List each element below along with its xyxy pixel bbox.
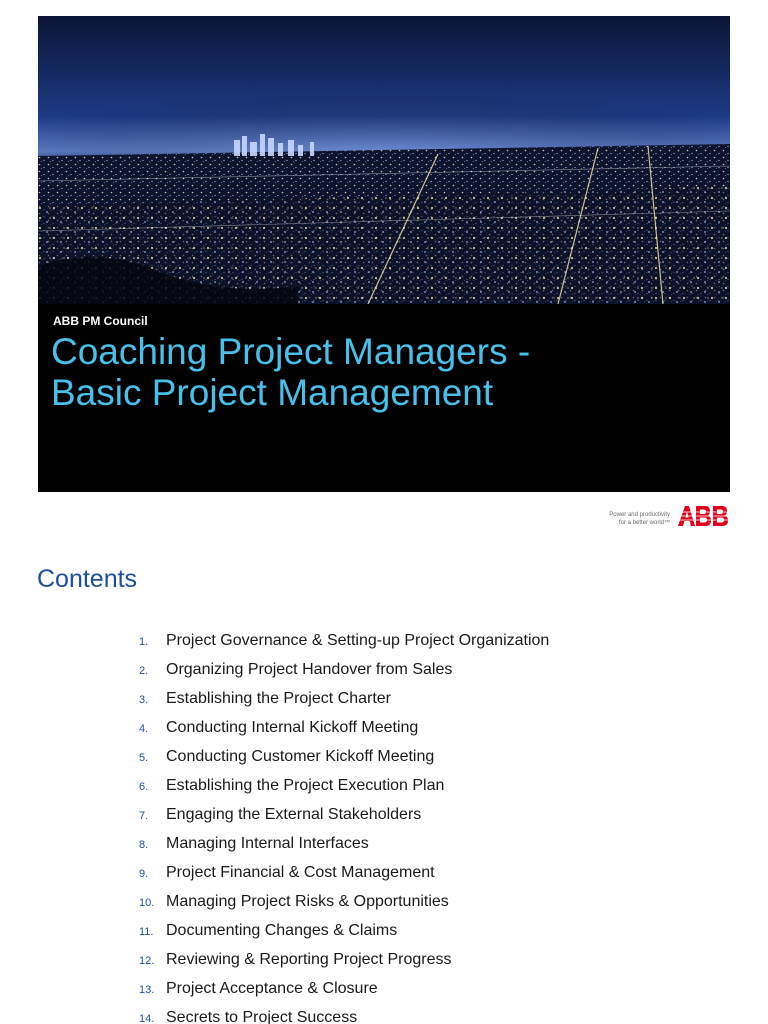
abb-logo bbox=[678, 505, 730, 527]
tagline-line-1: Power and productivity bbox=[609, 512, 670, 518]
toc-item-label: Project Acceptance & Closure bbox=[166, 980, 378, 997]
toc-item bbox=[0, 661, 700, 690]
toc-item bbox=[0, 1009, 700, 1024]
toc-item-number: 3. bbox=[139, 694, 149, 706]
toc-item-number: 7. bbox=[139, 810, 149, 822]
toc-item bbox=[0, 748, 700, 777]
city-lights-illustration bbox=[38, 16, 730, 304]
toc-item bbox=[0, 835, 700, 864]
toc-item-number: 10. bbox=[139, 897, 155, 909]
toc-item-number: 14. bbox=[139, 1013, 155, 1024]
cover-title-line-1: Coaching Project Managers - bbox=[51, 331, 531, 372]
toc-item-label: Managing Project Risks & Opportunities bbox=[166, 893, 449, 910]
toc-item-number: 4. bbox=[139, 723, 149, 735]
toc-item-number: 9. bbox=[139, 868, 149, 880]
toc-item-label: Reviewing & Reporting Project Progress bbox=[166, 951, 452, 968]
council-label: ABB PM Council bbox=[53, 314, 148, 328]
toc-item-number: 12. bbox=[139, 955, 155, 967]
toc-item-label: Conducting Internal Kickoff Meeting bbox=[166, 719, 419, 736]
toc-item bbox=[0, 806, 700, 835]
cover-title-line-2: Basic Project Management bbox=[51, 372, 494, 413]
toc-item-label: Project Governance & Setting-up Project Organization bbox=[166, 632, 550, 649]
toc-item bbox=[0, 864, 700, 893]
table-of-contents bbox=[0, 632, 700, 1024]
toc-item-label: Conducting Customer Kickoff Meeting bbox=[166, 748, 435, 765]
toc-item-label: Engaging the External Stakeholders bbox=[166, 806, 422, 823]
toc-item-number: 2. bbox=[139, 665, 149, 677]
toc-item-label: Secrets to Project Success bbox=[166, 1009, 358, 1024]
toc-item-label: Managing Internal Interfaces bbox=[166, 835, 369, 852]
toc-item-number: 5. bbox=[139, 752, 149, 764]
toc-item-label: Establishing the Project Execution Plan bbox=[166, 777, 445, 794]
cover-title bbox=[51, 331, 711, 413]
contents-heading: Contents bbox=[37, 565, 138, 593]
toc-item bbox=[0, 951, 700, 980]
toc-item-label: Organizing Project Handover from Sales bbox=[166, 661, 453, 678]
brand-tagline bbox=[560, 511, 670, 527]
toc-item-number: 11. bbox=[139, 926, 154, 938]
toc-item-label: Establishing the Project Charter bbox=[166, 690, 391, 707]
toc-item bbox=[0, 632, 700, 661]
toc-item bbox=[0, 690, 700, 719]
tagline-line-2: for a better world™ bbox=[618, 520, 670, 526]
city-night-photo bbox=[38, 16, 730, 304]
toc-item bbox=[0, 922, 700, 951]
toc-item bbox=[0, 777, 700, 806]
toc-item bbox=[0, 980, 700, 1009]
toc-item-label: Documenting Changes & Claims bbox=[166, 922, 398, 939]
toc-item-number: 1. bbox=[139, 636, 149, 648]
toc-item-label: Project Financial & Cost Management bbox=[166, 864, 435, 881]
toc-item-number: 6. bbox=[139, 781, 149, 793]
toc-item-number: 13. bbox=[139, 984, 155, 996]
toc-item bbox=[0, 893, 700, 922]
toc-item-number: 8. bbox=[139, 839, 149, 851]
toc-item bbox=[0, 719, 700, 748]
